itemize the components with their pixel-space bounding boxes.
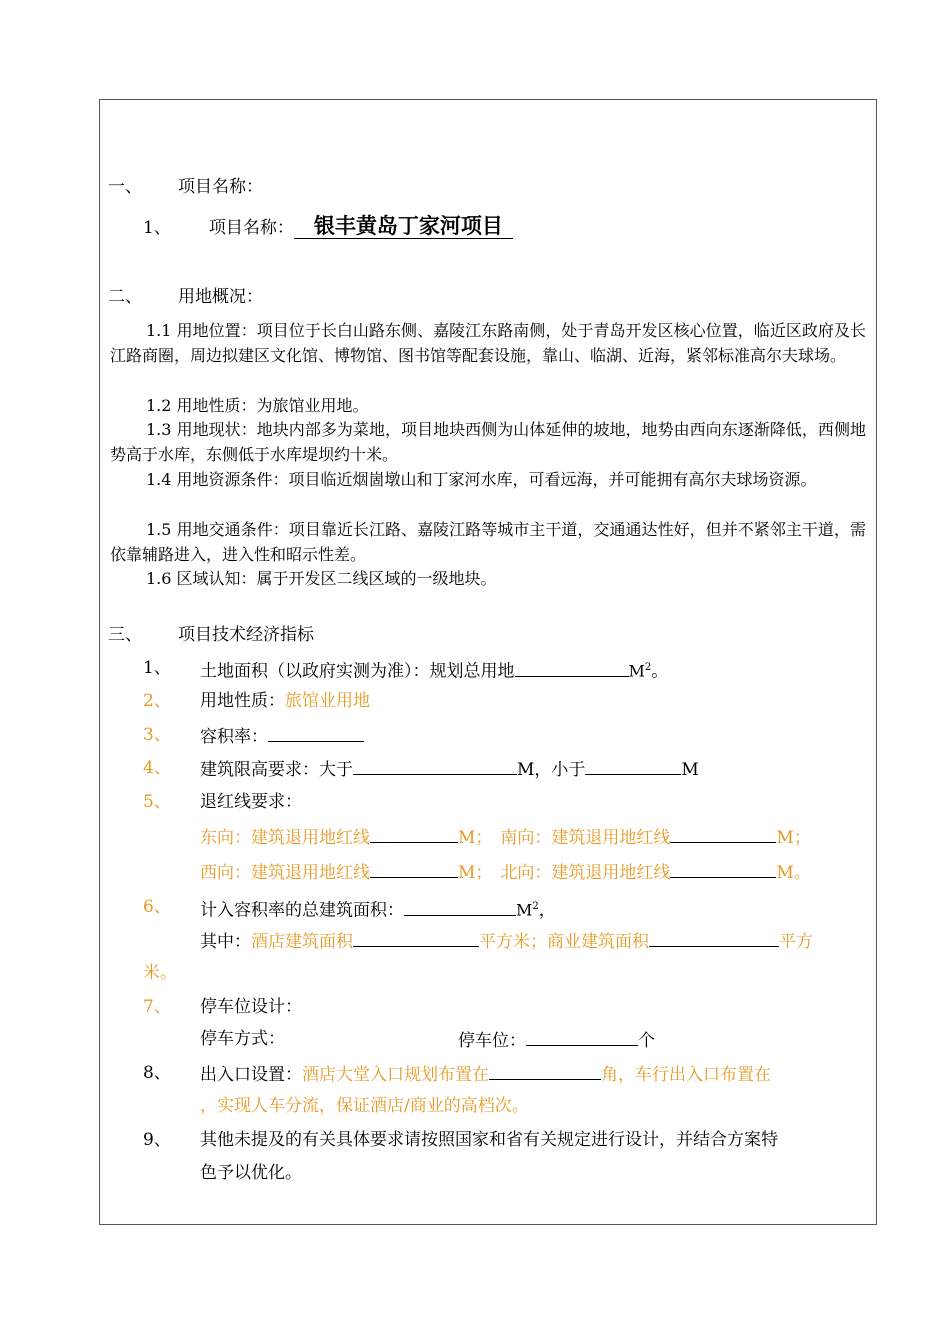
- height-max-blank[interactable]: [585, 757, 681, 775]
- item-6-label: 计入容积率的总建筑面积：: [200, 900, 404, 921]
- lobby-entrance-blank[interactable]: [489, 1062, 601, 1080]
- setback-south-unit: M；: [776, 828, 811, 848]
- parking-spaces-row: [458, 1028, 655, 1052]
- item-6-sub-row: [200, 929, 813, 953]
- land-area-blank[interactable]: [515, 659, 629, 677]
- item-1-unit-sup: 2: [644, 662, 652, 673]
- paragraph-1-1: 1.1 用地位置：项目位于长白山路东侧、嘉陵江东路南侧，处于青岛开发区核心位置，临近区政府及长江路商圈，周边拟建区文化馆、博物馆、图书馆等配套设施，靠山、临湖、近海，紧邻标准高尔夫球场。: [110, 321, 866, 365]
- item-2-label: 用地性质：: [200, 691, 285, 711]
- project-name-value: 银丰黄岛丁家河项目: [294, 214, 513, 239]
- item-7-num: 7、: [143, 997, 171, 1017]
- paragraph-1-5: 1.5 用地交通条件：项目靠近长江路、嘉陵江路等城市主干道，交通通达性好，但并不紧邻主干道，需依靠辅路进入，进入性和昭示性差。: [110, 520, 866, 564]
- commercial-area-label: 商业建筑面积: [547, 932, 649, 952]
- item-3-num: 3、: [143, 725, 171, 745]
- item-7-label: 停车位设计：: [200, 997, 302, 1017]
- item-2-num: 2、: [143, 691, 171, 711]
- section2-heading: [108, 286, 263, 308]
- item-6-unit-sup: 2: [532, 901, 539, 912]
- item-1-text: 土地面积（以政府实测为准）：规划总用地: [200, 661, 515, 682]
- item-5-label: 退红线要求：: [200, 792, 302, 812]
- parking-spaces-blank[interactable]: [526, 1028, 638, 1046]
- item-8-text-b: 角，车行出入口布置在: [601, 1065, 771, 1085]
- section2-heading-num: 二、: [108, 287, 142, 307]
- hotel-area-blank[interactable]: [353, 929, 479, 947]
- hotel-area-label: 酒店建筑面积: [251, 932, 353, 952]
- setback-row-2: [200, 860, 811, 884]
- item-6-row: [200, 896, 556, 922]
- section1-heading-num: 一、: [108, 177, 142, 197]
- item-1-unit: M: [628, 661, 645, 681]
- hotel-area-unit: 平方米；: [479, 932, 547, 952]
- commercial-area-blank[interactable]: [649, 929, 779, 947]
- item-9-line-1: 其他未提及的有关具体要求请按照国家和省有关规定进行设计，并结合方案特: [200, 1130, 778, 1150]
- item-4-text-b: M，小于: [517, 760, 586, 780]
- item-4-text-c: M: [681, 760, 699, 780]
- setback-north-label: 北向：建筑退用地红线: [500, 863, 671, 883]
- item-1-end: 。: [651, 661, 669, 682]
- paragraph-1-3: 1.3 用地现状：地块内部多为菜地，项目地块西侧为山体延伸的坡地，地势由西向东逐渐降低，西侧地势高于水库，东侧低于水库堤坝约十米。: [110, 420, 866, 464]
- item-8-row: [200, 1062, 771, 1086]
- setback-east-label: 东向：建筑退用地红线: [200, 828, 370, 848]
- section2-heading-text: 用地概况：: [178, 287, 263, 307]
- paragraph-1-6: 1.6 区域认知：属于开发区二线区域的一级地块。: [146, 569, 497, 588]
- commercial-area-unit: 平方: [779, 932, 813, 952]
- item-2-value: 旅馆业用地: [285, 691, 370, 711]
- item-9-line-2: 色予以优化。: [200, 1163, 302, 1183]
- item-1-row: [200, 657, 668, 683]
- setback-north-blank[interactable]: [670, 860, 776, 878]
- item-3-row: [200, 724, 364, 748]
- item-5-num: 5、: [143, 792, 171, 812]
- item-1-num: 1、: [143, 658, 171, 678]
- item-9-num: 9、: [143, 1130, 171, 1150]
- far-blank[interactable]: [268, 724, 364, 742]
- setback-north-unit: M。: [776, 863, 811, 883]
- item-2-row: [200, 690, 370, 712]
- setback-east-blank[interactable]: [370, 825, 458, 843]
- section3-heading-text: 项目技术经济指标: [178, 625, 314, 645]
- setback-west-label: 西向：建筑退用地红线: [200, 863, 370, 883]
- total-gfa-blank[interactable]: [404, 898, 516, 916]
- paragraph-1-4: 1.4 用地资源条件：项目临近烟崮墩山和丁家河水库，可看远海，并可能拥有高尔夫球场资源。: [146, 470, 817, 489]
- paragraph-1-2: 1.2 用地性质：为旅馆业用地。: [146, 396, 369, 415]
- project-name-row: [143, 213, 513, 241]
- setback-east-unit: M；: [458, 828, 493, 848]
- section1-heading-text: 项目名称：: [178, 177, 263, 197]
- item-4-num: 4、: [143, 758, 171, 778]
- setback-west-unit: M；: [458, 863, 493, 883]
- commercial-area-unit-cont: 米。: [143, 963, 177, 983]
- setback-south-blank[interactable]: [670, 825, 776, 843]
- item-8-num: 8、: [143, 1063, 171, 1083]
- project-name-num: 1、: [143, 218, 171, 238]
- item-6-end: ，: [538, 900, 556, 921]
- item-6-unit: M: [516, 900, 533, 920]
- item-6-num: 6、: [143, 897, 171, 917]
- item-3-label: 容积率：: [200, 727, 268, 747]
- section1-heading: [108, 176, 263, 198]
- setback-row-1: [200, 825, 811, 849]
- item-8-text-c: ，实现人车分流，保证酒店/商业的高档次。: [200, 1096, 529, 1116]
- setback-south-label: 南向：建筑退用地红线: [500, 828, 671, 848]
- parking-spaces-label: 停车位：: [458, 1031, 526, 1051]
- section3-heading: [108, 624, 314, 646]
- project-name-label: 项目名称：: [208, 218, 294, 238]
- parking-mode-label: 停车方式：: [200, 1029, 285, 1049]
- item-8-text-a: 酒店大堂入口规划布置在: [302, 1065, 489, 1085]
- section3-heading-num: 三、: [108, 625, 142, 645]
- item-4-row: [200, 757, 699, 781]
- item-4-text-a: 建筑限高要求：大于: [200, 760, 353, 780]
- item-8-label: 出入口设置：: [200, 1065, 302, 1085]
- parking-spaces-unit: 个: [638, 1031, 655, 1051]
- setback-west-blank[interactable]: [370, 860, 458, 878]
- height-min-blank[interactable]: [353, 757, 517, 775]
- item-6-sub-a: 其中：: [200, 932, 251, 952]
